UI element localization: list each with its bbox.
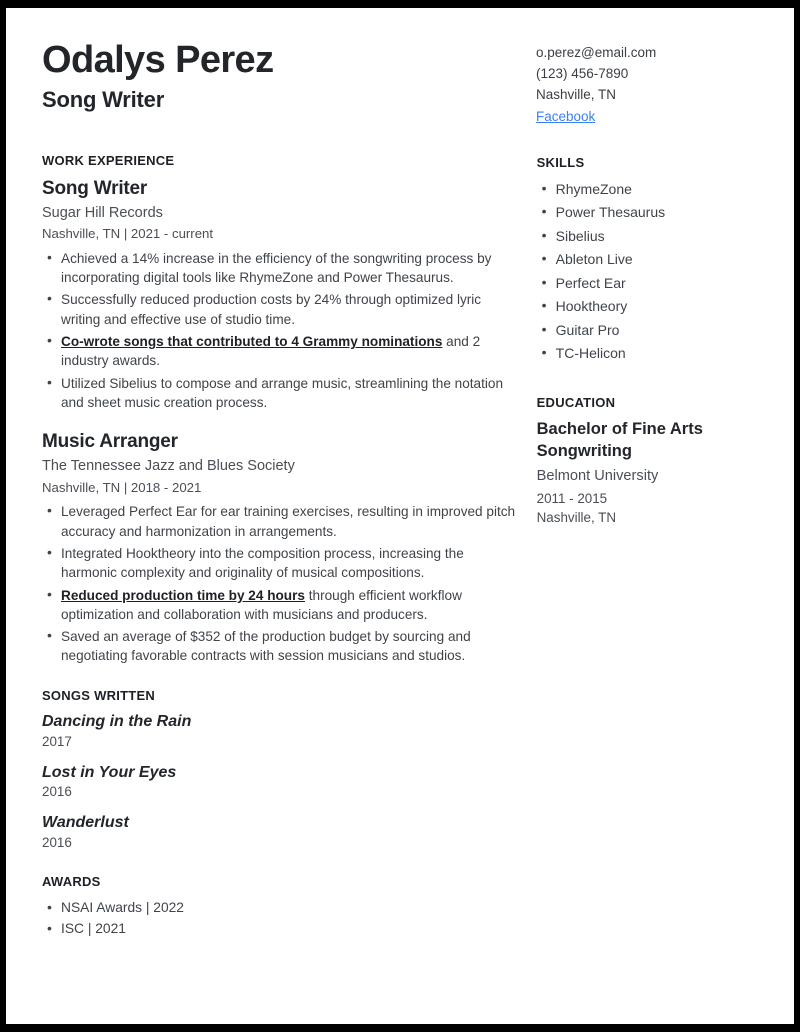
bullet-text: and 2 industry awards. — [61, 334, 481, 369]
resume-document — [6, 8, 794, 1024]
job-bullet-list — [42, 249, 517, 412]
section-title-education: EDUCATION — [536, 395, 616, 411]
contact-phone: (123) 456-7890 — [536, 66, 629, 82]
job-company: The Tennessee Jazz and Blues Society — [42, 458, 295, 474]
section-skills — [537, 155, 764, 364]
section-title-work-experience: WORK EXPERIENCE — [42, 152, 175, 168]
award-item: • NSAI Awards | 2022 — [42, 898, 517, 919]
sidebar-column — [537, 153, 764, 528]
job-company: Sugar Hill Records — [42, 204, 163, 221]
job-entry — [42, 430, 517, 666]
job-bullet — [42, 249, 517, 288]
bullet-text: Achieved a 14% increase in the efficiency of the songwriting process by incorporating digital tools like RhymeZone and Power Thesaurus. — [61, 250, 492, 286]
song-entry — [42, 763, 517, 800]
job-role: Song Writer — [42, 177, 148, 199]
contact-block — [536, 34, 764, 127]
bullet-text: Integrated Hooktheory into the composition process, increasing the harmonic complexity and originality of musical compositions. — [61, 545, 464, 581]
job-role: Music Arranger — [42, 431, 178, 453]
skill-item: • Hooktheory — [537, 296, 764, 316]
section-work-experience — [42, 153, 517, 666]
job-bullet — [42, 290, 517, 329]
song-year: 2017 — [42, 733, 72, 749]
song-title: Wanderlust — [42, 814, 129, 832]
bullet-emphasis: Reduced production time by 24 hours — [61, 587, 305, 603]
section-awards — [42, 874, 517, 939]
job-bullet — [42, 374, 517, 413]
section-songs-written — [42, 688, 517, 850]
bullet-text: Leveraged Perfect Ear for ear training exercises, resulting in improved pitch accuracy and harmonization in arrangements. — [61, 504, 516, 539]
song-title: Dancing in the Rain — [42, 712, 192, 730]
skill-item: • Ableton Live — [537, 249, 764, 269]
header-job-title: Song Writer — [42, 87, 165, 113]
job-bullet-list — [42, 502, 517, 665]
skill-item: • Sibelius — [537, 226, 764, 246]
job-entry — [42, 177, 517, 413]
education-degree-line1: Bachelor of Fine Arts — [536, 420, 703, 439]
main-column — [42, 153, 537, 940]
job-bullet — [42, 502, 517, 541]
section-education — [537, 395, 764, 527]
award-item: • ISC | 2021 — [42, 919, 517, 940]
section-title-songs-written: SONGS WRITTEN — [42, 687, 156, 703]
contact-email: o.perez@email.com — [536, 45, 657, 60]
resume-columns — [42, 153, 764, 940]
resume-header — [42, 34, 764, 127]
contact-location: Nashville, TN — [536, 87, 617, 103]
education-location: Nashville, TN — [536, 510, 617, 526]
section-title-awards: AWARDS — [42, 874, 101, 890]
skill-item: • Guitar Pro — [537, 320, 764, 340]
song-year: 2016 — [42, 784, 72, 800]
skill-item: • RhymeZone — [537, 179, 764, 199]
awards-list — [42, 898, 517, 939]
section-title-skills: SKILLS — [536, 154, 585, 170]
job-bullet — [42, 332, 517, 371]
song-entry — [42, 712, 517, 749]
contact-facebook-link[interactable]: Facebook — [536, 108, 596, 124]
education-school: Belmont University — [536, 468, 659, 485]
skills-list — [537, 179, 764, 364]
skill-item: • Power Thesaurus — [537, 202, 764, 222]
page-title: Odalys Perez — [42, 39, 274, 81]
job-bullet — [42, 586, 517, 625]
bullet-text: Utilized Sibelius to compose and arrange music, streamlining the notation and sheet music creation process. — [61, 375, 504, 410]
skill-item: • Perfect Ear — [537, 273, 764, 293]
job-bullet — [42, 627, 517, 666]
bullet-text: through efficient workflow optimization and collaboration with musicians and producers. — [61, 587, 462, 622]
skill-item: • TC-Helicon — [537, 343, 764, 363]
song-entry — [42, 813, 517, 850]
education-dates: 2011 - 2015 — [536, 490, 608, 506]
job-meta: Nashville, TN | 2021 - current — [42, 226, 214, 242]
education-degree-line2: Songwriting — [536, 442, 632, 461]
song-year: 2016 — [42, 835, 72, 851]
bullet-emphasis: Co-wrote songs that contributed to 4 Grammy nominations — [61, 334, 443, 350]
job-bullet — [42, 544, 517, 583]
identity-block — [42, 34, 274, 113]
bullet-text: Saved an average of $352 of the production budget by sourcing and negotiating favorable contracts with session musicians and studios. — [61, 629, 471, 664]
song-title: Lost in Your Eyes — [42, 763, 177, 781]
resume-sheet — [6, 8, 794, 1024]
bullet-text: Successfully reduced production costs by 24% through optimized lyric writing and effective use of studio time. — [61, 292, 482, 327]
job-meta: Nashville, TN | 2018 - 2021 — [42, 479, 202, 495]
